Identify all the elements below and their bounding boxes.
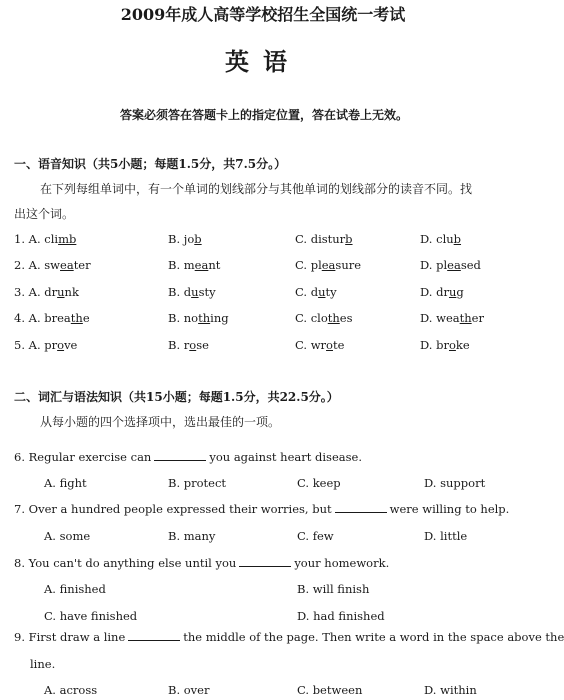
underlined-part: th — [459, 311, 472, 325]
word-part: d — [310, 285, 319, 299]
option-8c: C. have finished — [44, 609, 138, 623]
option-letter: B. — [168, 258, 181, 272]
underlined-part: o — [189, 338, 197, 352]
option-letter: D. — [420, 232, 433, 246]
option-letter: D. — [420, 285, 433, 299]
word-part: clo — [310, 311, 328, 325]
underlined-part: o — [326, 338, 333, 352]
option-letter: C. — [295, 232, 308, 246]
word-part: sw — [44, 258, 61, 272]
underlined-part: b — [453, 232, 462, 246]
question-9-stem-cont: line. — [30, 657, 56, 671]
word-part: e — [82, 311, 90, 325]
word-part: clu — [436, 232, 454, 246]
underlined-part: u — [191, 285, 199, 299]
subject-title: 英语 — [225, 47, 301, 76]
question-number: 9. — [14, 630, 25, 644]
option-word — [311, 285, 337, 299]
option-4d — [420, 311, 484, 325]
option-7d: D. little — [424, 529, 468, 543]
stem-part: Regular exercise can — [28, 450, 152, 464]
word-part: sty — [198, 285, 216, 299]
stem-part: were willing to help. — [389, 502, 510, 516]
word-part: ke — [455, 338, 470, 352]
underlined-part: u — [57, 285, 65, 299]
underlined-part: ea — [321, 258, 336, 272]
option-letter: D. — [420, 338, 433, 352]
word-part: sed — [460, 258, 481, 272]
option-4a — [14, 311, 90, 325]
option-letter: A. — [28, 258, 41, 272]
option-letter: D. — [420, 258, 433, 272]
question-number: 7. — [14, 502, 25, 516]
option-9a: A. across — [44, 683, 98, 697]
option-5b — [168, 338, 209, 352]
word-part: es — [339, 311, 353, 325]
option-letter: A. — [28, 338, 41, 352]
question-8-stem — [14, 556, 389, 570]
question-number: 2. — [14, 258, 25, 272]
answer-blank — [154, 450, 206, 461]
option-3a — [14, 285, 79, 299]
option-4b — [168, 311, 229, 325]
exam-title: 2009年成人高等学校招生全国统一考试 — [120, 5, 406, 24]
option-1b — [168, 232, 202, 246]
option-3b — [168, 285, 216, 299]
underlined-part: th — [327, 311, 340, 325]
word-part: te — [332, 338, 345, 352]
question-9-stem — [14, 630, 564, 644]
answer-blank — [239, 556, 291, 567]
word-part: pr — [44, 338, 58, 352]
word-part: nt — [208, 258, 221, 272]
answer-blank — [335, 502, 387, 513]
question-number: 3. — [14, 285, 25, 299]
stem-part: you against heart disease. — [209, 450, 362, 464]
option-letter: C. — [295, 285, 308, 299]
option-word — [436, 311, 484, 325]
option-9d: D. within — [424, 683, 477, 697]
option-letter: D. — [420, 311, 433, 325]
option-letter: A. — [28, 311, 41, 325]
answer-blank — [128, 630, 180, 641]
option-letter: B. — [168, 232, 181, 246]
option-word — [44, 311, 89, 325]
underlined-part: mb — [58, 232, 77, 246]
question-number: 4. — [14, 311, 25, 325]
underlined-part: u — [318, 285, 326, 299]
word-part: no — [183, 311, 199, 325]
question-number: 5. — [14, 338, 25, 352]
option-word — [184, 338, 209, 352]
option-1d — [420, 232, 461, 246]
question-number: 1. — [14, 232, 25, 246]
word-part: pl — [310, 258, 322, 272]
word-part: ty — [325, 285, 337, 299]
option-2b — [168, 258, 220, 272]
option-letter: B. — [168, 338, 181, 352]
stem-part: You can't do anything else until you — [28, 556, 237, 570]
option-letter: B. — [168, 285, 181, 299]
option-3c — [295, 285, 337, 299]
option-7b: B. many — [168, 529, 216, 543]
option-letter: C. — [295, 338, 308, 352]
option-word — [184, 311, 229, 325]
section1-heading: 一、语音知识（共5小题；每题1.5分，共7.5分。） — [14, 157, 287, 171]
option-1c — [295, 232, 353, 246]
word-part: brea — [44, 311, 71, 325]
word-part: ve — [64, 338, 78, 352]
option-word — [44, 232, 76, 246]
option-6b: B. protect — [168, 476, 227, 490]
option-word — [311, 258, 361, 272]
option-word — [44, 285, 79, 299]
question-6-stem — [14, 450, 362, 464]
word-part: pl — [436, 258, 448, 272]
word-part: distur — [310, 232, 346, 246]
option-word — [184, 232, 202, 246]
word-part: br — [436, 338, 449, 352]
word-part: d — [183, 285, 192, 299]
option-7a: A. some — [44, 529, 91, 543]
word-part: jo — [183, 232, 195, 246]
option-letter: A. — [28, 232, 41, 246]
option-3d — [420, 285, 464, 299]
underlined-part: ea — [447, 258, 461, 272]
option-letter: C. — [295, 258, 308, 272]
option-word — [311, 311, 353, 325]
word-part: cli — [44, 232, 59, 246]
option-word — [436, 258, 481, 272]
underlined-part: ea — [194, 258, 209, 272]
option-8a: A. finished — [44, 582, 106, 596]
word-part: dr — [44, 285, 58, 299]
underlined-part: o — [448, 338, 456, 352]
underlined-part: u — [448, 285, 457, 299]
option-5a — [14, 338, 77, 352]
option-word — [436, 285, 464, 299]
word-part: ing — [210, 311, 229, 325]
option-2d — [420, 258, 481, 272]
question-number: 8. — [14, 556, 25, 570]
option-word — [436, 232, 461, 246]
section2-heading: 二、词汇与语法知识（共15小题；每题1.5分，共22.5分。） — [14, 390, 339, 404]
option-word — [311, 338, 345, 352]
option-1a — [14, 232, 76, 246]
option-word — [44, 258, 90, 272]
word-part: r — [183, 338, 190, 352]
stem-part: the middle of the page. Then write a word in the space above the — [183, 630, 564, 644]
option-6a: A. fight — [44, 476, 87, 490]
option-7c: C. few — [297, 529, 334, 543]
word-part: se — [196, 338, 209, 352]
option-9c: C. between — [297, 683, 363, 697]
word-part: sure — [335, 258, 362, 272]
section2-instruction: 从每小题的四个选择项中，选出最佳的一项。 — [40, 415, 281, 429]
option-letter: A. — [28, 285, 41, 299]
option-8d: D. had finished — [297, 609, 385, 623]
option-letter: C. — [295, 311, 308, 325]
underlined-part: ea — [60, 258, 74, 272]
section1-instruction-line1: 在下列每组单词中，有一个单词的划线部分与其他单词的划线部分的读音不同。找 — [40, 182, 473, 196]
underlined-part: o — [57, 338, 65, 352]
option-word — [184, 258, 221, 272]
option-9b: B. over — [168, 683, 210, 697]
word-part: ter — [73, 258, 91, 272]
option-5d — [420, 338, 470, 352]
word-part: wr — [310, 338, 327, 352]
option-word — [311, 232, 353, 246]
word-part: er — [471, 311, 484, 325]
word-part: m — [183, 258, 195, 272]
option-4c — [295, 311, 353, 325]
stem-part: Over a hundred people expressed their worries, but — [28, 502, 332, 516]
word-part: wea — [436, 311, 460, 325]
question-number: 6. — [14, 450, 25, 464]
word-part: dr — [436, 285, 449, 299]
question-7-stem — [14, 502, 509, 516]
option-5c — [295, 338, 344, 352]
word-part: nk — [64, 285, 79, 299]
underlined-part: b — [194, 232, 202, 246]
section1-instruction-line2: 出这个词。 — [14, 207, 75, 221]
option-6d: D. support — [424, 476, 486, 490]
stem-part: your homework. — [294, 556, 390, 570]
underlined-part: b — [345, 232, 353, 246]
word-part: g — [456, 285, 464, 299]
underlined-part: th — [70, 311, 83, 325]
option-6c: C. keep — [297, 476, 341, 490]
option-2a — [14, 258, 91, 272]
option-word — [436, 338, 470, 352]
stem-part: First draw a line — [28, 630, 126, 644]
option-2c — [295, 258, 361, 272]
option-8b: B. will finish — [297, 582, 370, 596]
underlined-part: th — [198, 311, 211, 325]
answer-notice: 答案必须答在答题卡上的指定位置，答在试卷上无效。 — [120, 108, 409, 122]
option-word — [44, 338, 77, 352]
option-word — [184, 285, 216, 299]
option-letter: B. — [168, 311, 181, 325]
